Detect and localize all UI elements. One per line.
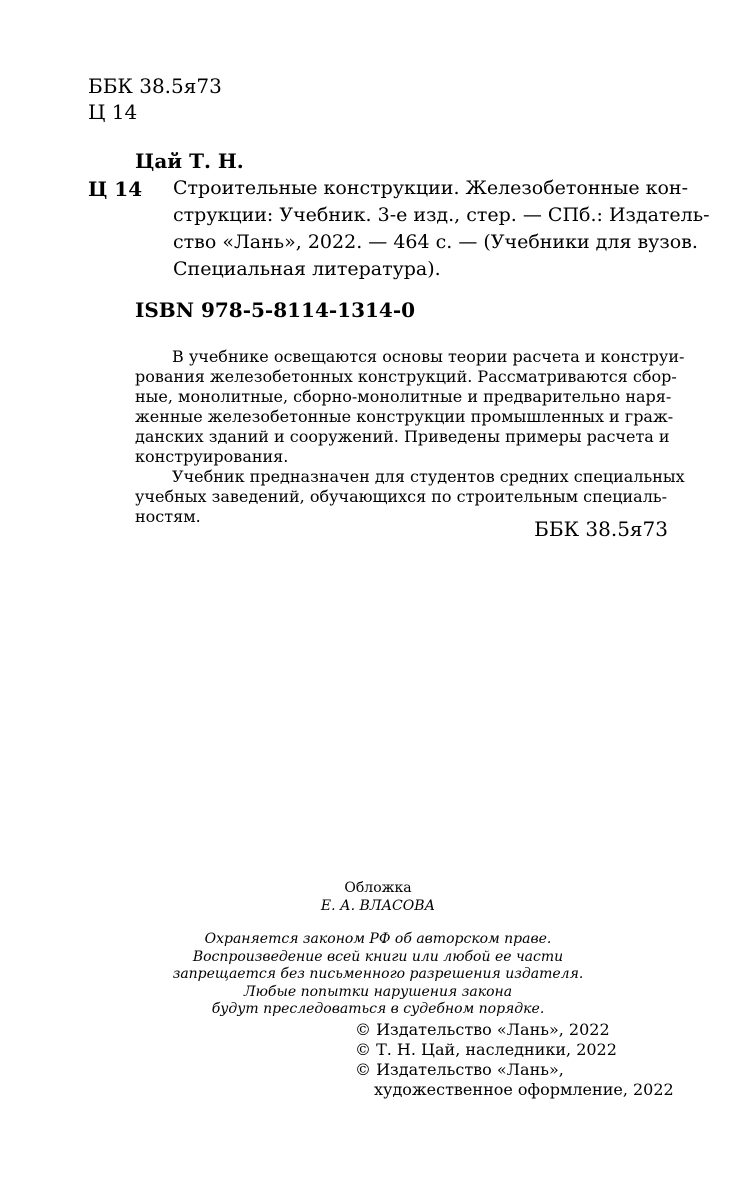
abstract-line: учебных заведений, обучающихся по строительным специаль- xyxy=(135,487,667,506)
abstract-line: Учебник предназначен для студентов средних специальных xyxy=(172,467,685,486)
bibliographic-line: Строительные конструкции. Железобетонные кон- xyxy=(173,177,688,199)
bibliographic-line: ство «Лань», 2022. — 464 с. — (Учебники для вузов. xyxy=(173,231,698,253)
copyright-block xyxy=(355,1020,674,1100)
bibliographic-line: струкции: Учебник. 3-е изд., стер. — СПб.: Издатель- xyxy=(173,204,710,226)
abstract-line: данских зданий и сооружений. Приведены примеры расчета и xyxy=(135,427,670,446)
author-name: Цай Т. Н. xyxy=(135,149,244,173)
abstract-line: женные железобетонные конструкции промышленных и граж- xyxy=(135,407,674,426)
abstract-line: В учебнике освещаются основы теории расчета и конструи- xyxy=(172,347,685,366)
notice-line: будут преследоваться в судебном порядке. xyxy=(211,1001,545,1018)
copyright-line: © Издательство «Лань», 2022 xyxy=(355,1020,610,1039)
copyright-line: художественное оформление, 2022 xyxy=(374,1080,674,1099)
notice-line: запрещается без письменного разрешения издателя. xyxy=(172,966,584,983)
abstract-line: конструирования. xyxy=(135,447,289,466)
bibliographic-line: Специальная литература). xyxy=(173,258,441,280)
notice-line: Воспроизведение всей книги или любой ее части xyxy=(192,948,564,965)
copyright-line: © Т. Н. Цай, наследники, 2022 xyxy=(355,1040,617,1059)
notice-line: Охраняется законом РФ об авторском праве. xyxy=(204,931,552,947)
abstract-line: ные, монолитные, сборно-монолитные и предварительно наря- xyxy=(135,387,672,406)
cover-label: Обложка xyxy=(344,880,412,896)
bbk-bottom: ББК 38.5я73 xyxy=(534,517,668,541)
bibliographic-description xyxy=(173,175,710,283)
notice-line: Любые попытки нарушения закона xyxy=(243,983,513,1000)
abstract-line: ностям. xyxy=(135,507,201,526)
copyright-notice xyxy=(0,931,756,1019)
bbk-classification: ББК 38.5я73 xyxy=(88,74,222,98)
catalog-code: Ц 14 xyxy=(88,177,143,201)
abstract-line: рования железобетонных конструкций. Рассматриваются сбор- xyxy=(135,367,677,386)
author-sign: Ц 14 xyxy=(88,100,138,124)
copyright-line: © Издательство «Лань», xyxy=(355,1060,564,1079)
isbn: ISBN 978-5-8114-1314-0 xyxy=(135,298,416,322)
abstract xyxy=(135,347,685,527)
cover-designer: Е. А. ВЛАСОВА xyxy=(320,898,436,914)
